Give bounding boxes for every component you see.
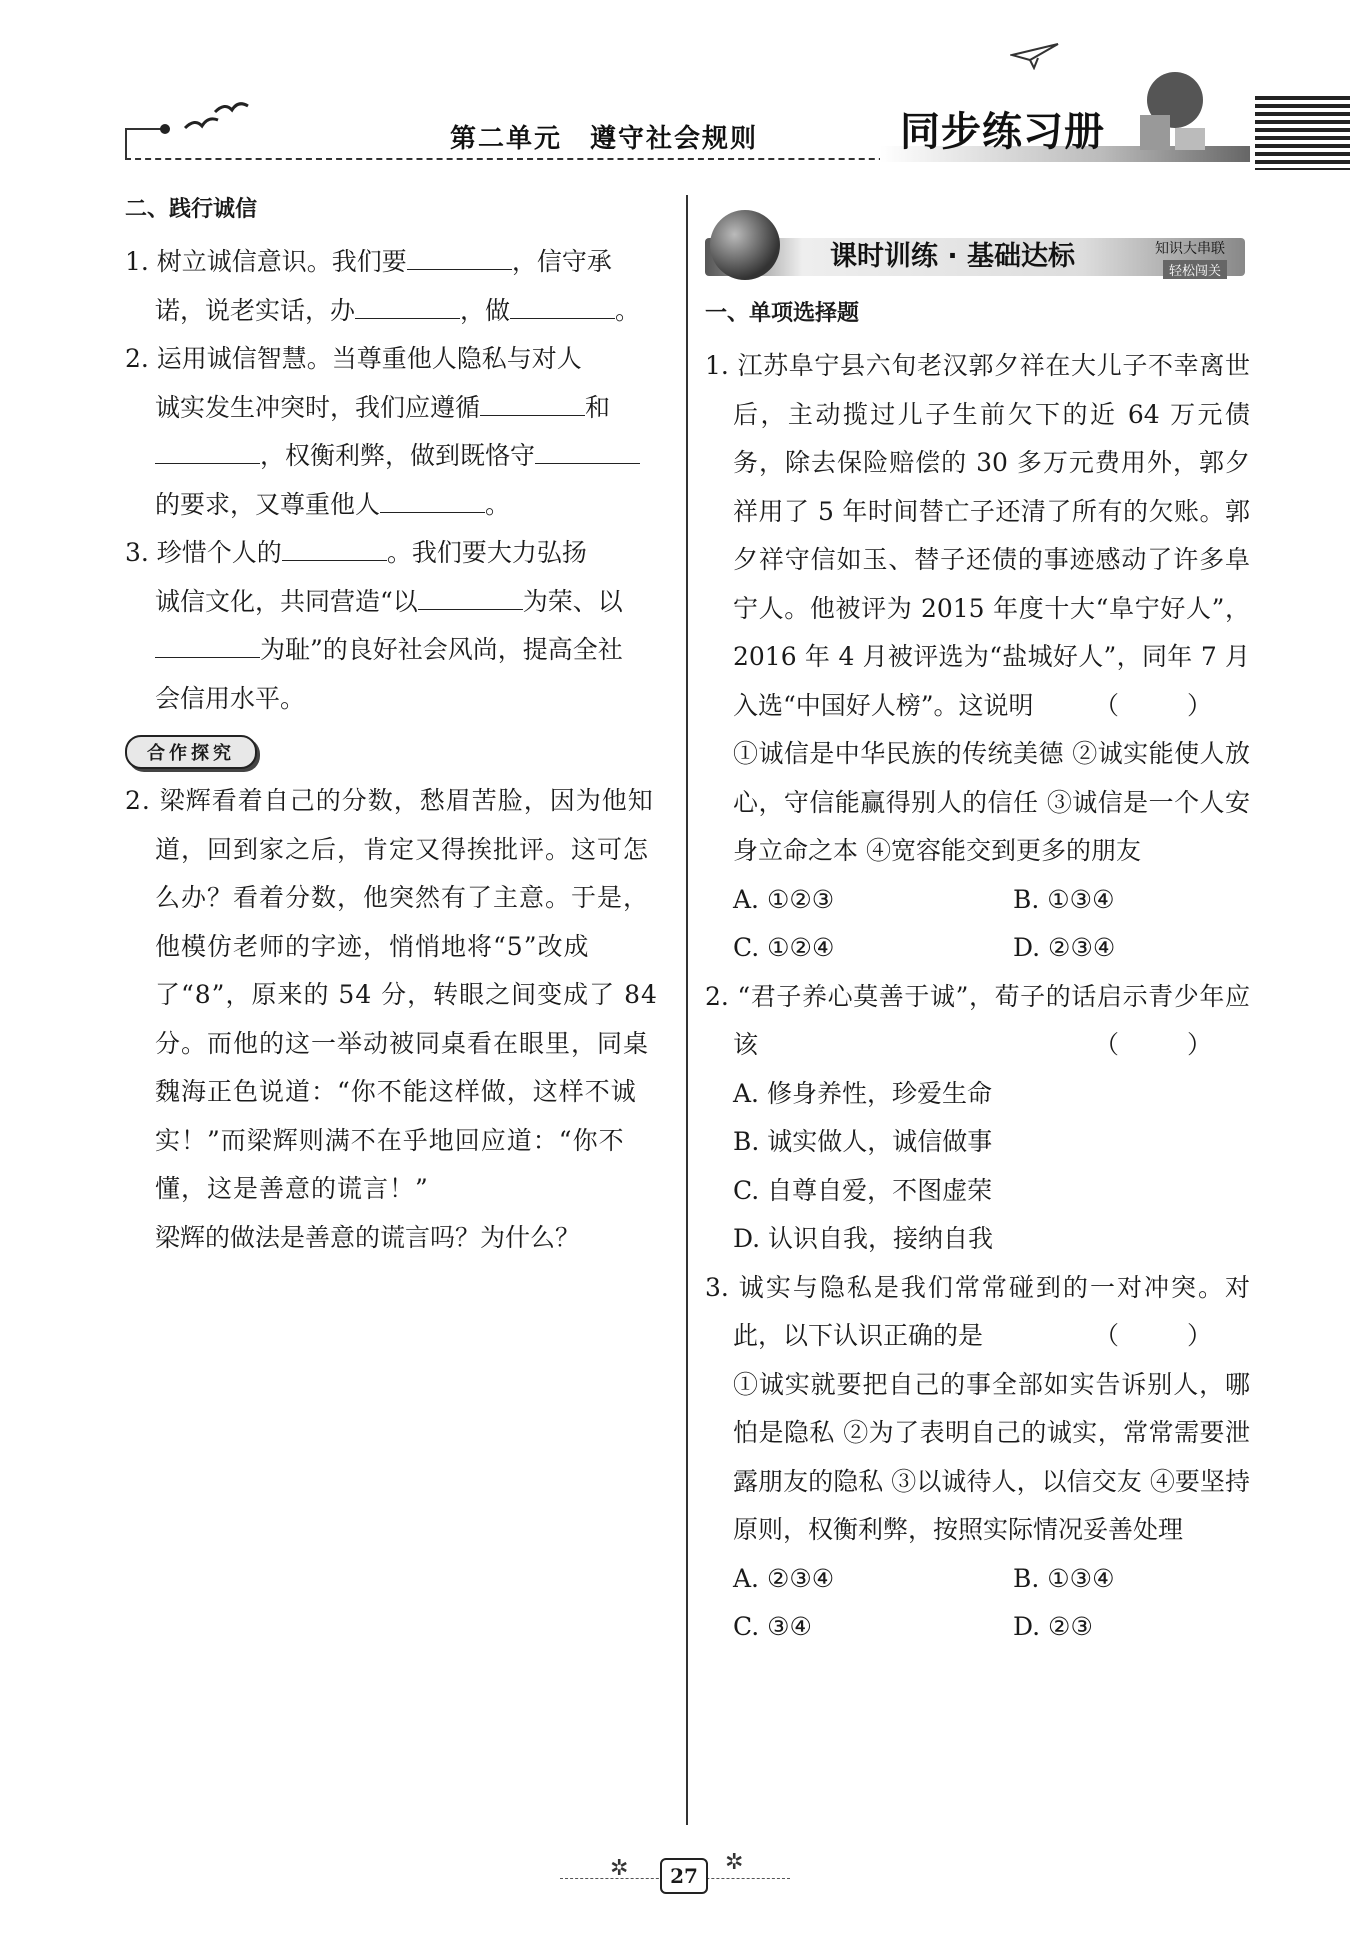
q3-text-c: 诚信文化，共同营造“以 bbox=[155, 586, 418, 616]
q1-text-a: 1. 树立诚信意识。我们要 bbox=[125, 247, 407, 276]
q2-text-a: 2. 运用诚信智慧。当尊重他人隐私与对人 bbox=[125, 344, 582, 373]
q2-text-c: 和 bbox=[585, 392, 611, 422]
q2-blank-2[interactable] bbox=[155, 433, 260, 464]
q2-text-e: 的要求，又尊重他人 bbox=[155, 489, 381, 519]
mc2-option-c[interactable]: C. 自尊自爱，不图虚荣 bbox=[733, 1175, 993, 1205]
header-bracket bbox=[125, 128, 127, 160]
mc1-options bbox=[705, 876, 1250, 973]
mc-question-2 bbox=[705, 973, 1250, 1264]
q1-blank-1[interactable] bbox=[407, 239, 512, 270]
column-divider bbox=[686, 195, 688, 1825]
header-stripes bbox=[1255, 96, 1350, 170]
mc-question-3 bbox=[705, 1264, 1250, 1652]
banner-title: 课时训练 · 基础达标 bbox=[830, 241, 1076, 272]
pinwheel-icon-left: ✲ bbox=[610, 1856, 629, 1881]
mc1-answer-paren[interactable]: （ ） bbox=[1094, 690, 1242, 720]
question-1 bbox=[125, 238, 670, 335]
mc3-answer-paren[interactable]: （ ） bbox=[1094, 1321, 1242, 1350]
pinwheel-icon-right: ✲ bbox=[725, 1850, 744, 1875]
q2-text-f: 。 bbox=[485, 489, 511, 519]
q2-blank-4[interactable] bbox=[380, 482, 485, 513]
unit-heading bbox=[450, 118, 786, 155]
q1-text-d: ，做 bbox=[460, 295, 511, 325]
page-number: 27 bbox=[660, 1858, 708, 1894]
banner-tag-knowledge: 知识大串联 bbox=[1155, 241, 1225, 257]
globe-icon bbox=[710, 210, 780, 280]
mc3-statements: ①诚实就要把自己的事全部如实告诉别人，哪怕是隐私 ②为了表明自己的诚实，常常需要泄露朋友的隐私 ③以诚待人，以信交友 ④要坚持原则，权衡利弊，按照实际情况妥善处理 bbox=[733, 1369, 1250, 1544]
q3-text-a: 3. 珍惜个人的 bbox=[125, 538, 282, 567]
mc2-option-b[interactable]: B. 诚实做人，诚信做事 bbox=[733, 1127, 993, 1156]
mc3-stem: 3. 诚实与隐私是我们常常碰到的一对冲突。对此，以下认识正确的是 bbox=[705, 1272, 1250, 1350]
q3-text-e: 为耻”的良好社会风尚，提高全社 bbox=[260, 635, 623, 664]
q3-blank-1[interactable] bbox=[282, 530, 387, 561]
question-2 bbox=[125, 335, 670, 529]
q1-blank-3[interactable] bbox=[510, 288, 615, 319]
unit-number: 第二单元 bbox=[450, 124, 563, 154]
page-header bbox=[0, 0, 1350, 180]
question-3 bbox=[125, 529, 670, 723]
mc1-option-c[interactable]: C. ①②④ bbox=[733, 933, 835, 962]
q2-text-b: 诚实发生冲突时，我们应遵循 bbox=[155, 392, 481, 422]
mc1-option-b[interactable]: B. ①③④ bbox=[1013, 884, 1115, 914]
header-dot bbox=[160, 124, 170, 134]
q2-text-d: ，权衡利弊，做到既恪守 bbox=[260, 441, 536, 470]
banner-tag-pass: 轻松闯关 bbox=[1163, 260, 1227, 279]
q1-text-b: ，信守承 bbox=[511, 247, 612, 276]
mc2-stem: 2. “君子养心莫善于诚”，荀子的话启示青少年应该 bbox=[705, 981, 1250, 1059]
mc1-statements: ①诚信是中华民族的传统美德 ②诚实能使人放心，守信能赢得别人的信任 ③诚信是一个人安身立命之本 ④宽容能交到更多的朋友 bbox=[733, 739, 1250, 865]
mc1-option-a[interactable]: A. ①②③ bbox=[733, 884, 835, 914]
right-column bbox=[705, 210, 1250, 1652]
mc1-option-d[interactable]: D. ②③④ bbox=[1013, 933, 1116, 962]
mc3-option-d[interactable]: D. ②③ bbox=[1013, 1612, 1093, 1641]
q3-text-d: 为荣、以 bbox=[522, 586, 623, 616]
q1-blank-2[interactable] bbox=[355, 288, 460, 319]
page-footer bbox=[560, 1850, 790, 1900]
section-title-mc: 一、单项选择题 bbox=[705, 301, 860, 326]
q3-text-f: 会信用水平。 bbox=[155, 683, 306, 713]
mc3-option-a[interactable]: A. ②③④ bbox=[733, 1563, 835, 1593]
cooperation-badge: 合作探究 bbox=[125, 735, 257, 769]
mc1-stem: 1. 江苏阜宁县六旬老汉郭夕祥在大儿子不幸离世后，主动揽过儿子生前欠下的近 64 万元债务，除去保险赔偿的 30 多万元费用外，郭夕祥用了 5 年时间替亡子还清了所有的欠账。郭夕祥守信如玉、替子还债的事迹感动了许多阜宁人。他被评为 2015 年度十大“阜宁好人”，2016 年 4 月被评选为“盐城好人”，同年 7 月入选“中国好人榜”。这说明 bbox=[705, 351, 1250, 720]
birds-icon bbox=[180, 98, 250, 138]
q3-blank-3[interactable] bbox=[155, 627, 260, 658]
unit-title: 遵守社会规则 bbox=[590, 124, 759, 154]
mc3-option-c[interactable]: C. ③④ bbox=[733, 1612, 812, 1641]
section-title-practice: 二、践行诚信 bbox=[125, 197, 258, 222]
mc2-option-d[interactable]: D. 认识自我，接纳自我 bbox=[733, 1224, 994, 1253]
globe-figure-icon bbox=[1120, 60, 1210, 150]
left-column bbox=[125, 192, 670, 1262]
mc2-option-a[interactable]: A. 修身养性，珍爱生命 bbox=[733, 1078, 992, 1108]
book-title: 同步练习册 bbox=[900, 109, 1105, 155]
q1-text-e: 。 bbox=[615, 295, 641, 325]
story-question: 梁辉的做法是善意的谎言吗？为什么？ bbox=[155, 1222, 581, 1252]
mc3-option-b[interactable]: B. ①③④ bbox=[1013, 1563, 1115, 1593]
header-dashed-rule bbox=[125, 158, 915, 160]
paper-plane-icon bbox=[1010, 40, 1060, 70]
lesson-banner bbox=[705, 210, 1250, 290]
q3-blank-2[interactable] bbox=[418, 579, 523, 610]
q2-blank-3[interactable] bbox=[535, 433, 640, 464]
q2-blank-1[interactable] bbox=[480, 385, 585, 416]
mc3-options bbox=[705, 1555, 1250, 1652]
story-paragraph: 2. 梁辉看着自己的分数，愁眉苦脸，因为他知道，回到家之后，肯定又得挨批评。这可怎么办？看着分数，他突然有了主意。于是，他模仿老师的字迹，悄悄地将“5”改成了“8”，原来的 54 分，转眼之间变成了 84 分。而他的这一举动被同桌看在眼里，同桌魏海正色说道：“你不能这样做，这样不诚实！”而梁辉则满不在乎地回应道：“你不懂，这是善意的谎言！” bbox=[125, 786, 658, 1203]
mc2-answer-paren[interactable]: （ ） bbox=[1094, 1030, 1242, 1059]
q1-text-c: 诺，说老实话，办 bbox=[155, 295, 356, 325]
mc-question-1 bbox=[705, 342, 1250, 973]
q3-text-b: 。我们要大力弘扬 bbox=[386, 538, 587, 567]
